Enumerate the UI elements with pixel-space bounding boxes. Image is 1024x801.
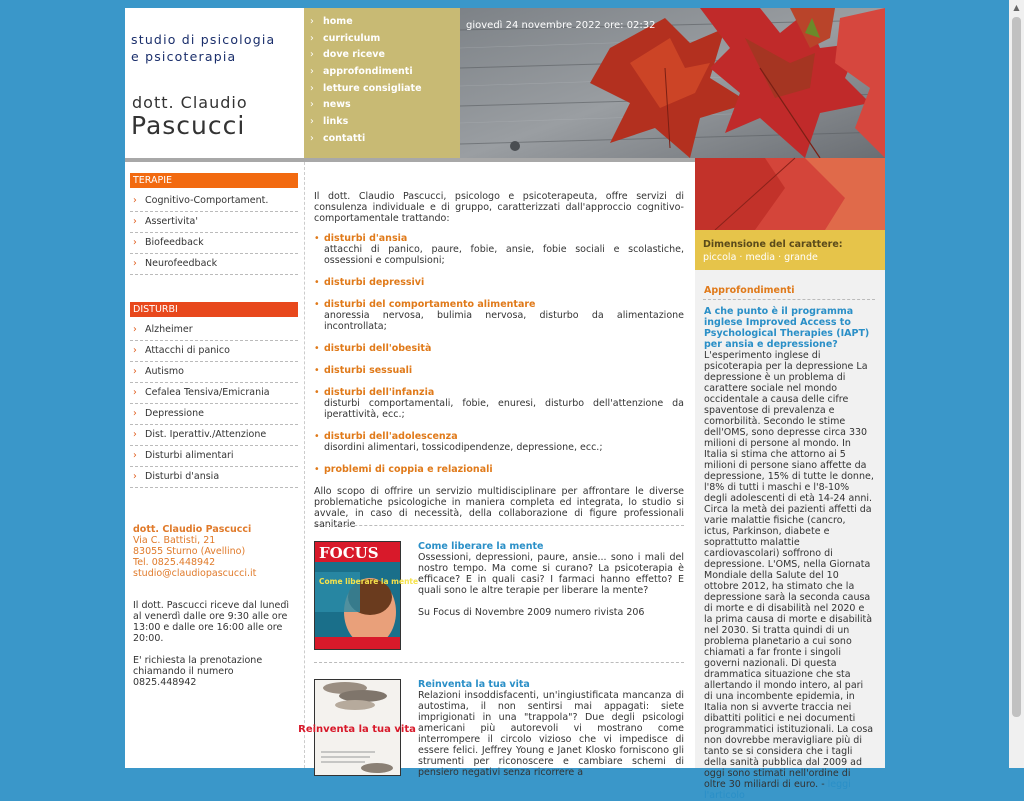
arrow-icon: › xyxy=(310,82,314,94)
nav-label: dove riceve xyxy=(323,49,385,61)
logo-line2: e psicoterapia xyxy=(131,49,237,64)
arrow-icon: › xyxy=(133,408,137,419)
scroll-thumb[interactable] xyxy=(1012,17,1021,717)
scroll-up-icon[interactable]: ▲ xyxy=(1009,0,1024,15)
font-size-box xyxy=(695,230,885,270)
arrow-icon: › xyxy=(133,345,137,356)
nav-label: home xyxy=(323,16,353,27)
disorder-item xyxy=(314,233,684,266)
arrow-icon: › xyxy=(133,471,137,482)
article-text: L'esperimento inglese di psicoterapia per la depressione La depressione è un problema di carattere sociale nel mondo occidentale a causa delle cifre spaventose di prevalenza e comorbilità. Secondo le stime dell'OMS, sono depresse circa 330 milioni di persone al mondo. In Italia si stima che attorno ai 5 milioni di persone siano affette da depressione, 15% di tutte le donne, l'8% di tutti i maschi e l'8-10% degli adolescenti di età 14-24 anni. Circa la metà dei pazienti affetti da varie malattie fisiche (cancro, ictus, Parkinson, diabete e soprattutto malattie cardiovascolari) soffrono di depressione. L'OMS, nella Giornata Mondiale della Salute del 10 ottobre 2012, ha stimato che la depressione sarà la seconda causa di morte e di disabilità nel 2020 e la prima causa di morte e disabilità nel 2030. Si tratta quindi di un problema planetario a cui sono chiamati a far fronte i singoli governi nazionali. Di questa drammatica situazione che sta allertando il mondo intero, al pari di una incombente epidemia, in Italia non si avverte traccia nei dibattiti politici e nei documenti programmatici istituzionali. La cosa non dovrebbe meravigliare più di tanto se si considera che i tagli della sanità pubblica dal 2009 ad oggi sono stimati nell'ordine di oltre 30 miliardi di euro. - xyxy=(704,350,874,790)
disorder-desc: attacchi di panico, paure, fobie, ansie, fobie sociali e scolastiche, ossessioni e compulsioni; xyxy=(324,244,684,266)
arrow-icon: › xyxy=(133,387,137,398)
book-title-link[interactable]: Come liberare la mente xyxy=(418,541,544,552)
approfondimenti-header: Approfondimenti xyxy=(704,285,795,296)
menu-item-depressione[interactable] xyxy=(130,404,298,425)
column-divider xyxy=(304,162,305,768)
logo-title: dott. Claudio xyxy=(132,93,248,112)
separator-dot-icon: · xyxy=(739,252,743,263)
current-date: giovedì 24 novembre 2022 ore: 02:32 xyxy=(466,20,656,31)
book-info xyxy=(418,541,684,618)
page xyxy=(125,8,885,801)
nav-label: letture consigliate xyxy=(323,82,422,94)
book-description: Relazioni insoddisfacenti, un'ingiustificata mancanza di autostima, il non sentirsi mai appagati: siete imprigionati in una "trappola"? Due degli psicologi americani più autorevoli vi mostrano come interrompere il circolo vizioso che vi impedisce di essere felici. Jeffrey Young e Janet Klosko forniscono gli strumenti per riconoscere e cambiare schemi di pensiero negativi senza ricorrere a xyxy=(418,690,684,778)
menu-label: Autismo xyxy=(145,366,184,377)
book-cover-focus[interactable] xyxy=(314,541,419,650)
bullet-icon: • xyxy=(314,431,320,442)
disorder-item xyxy=(314,387,684,420)
left-sidebar xyxy=(125,162,303,768)
font-small-link[interactable]: piccola xyxy=(703,252,737,263)
book-source: Su Focus di Novembre 2009 numero rivista 206 xyxy=(418,607,645,618)
arrow-icon: › xyxy=(133,450,137,461)
book-description: Ossessioni, depressioni, paure, ansie... sono i mali del nostro tempo. Ma come si curano? La psicoterapia è efficace? E in quali casi? I farmaci hanno effetto? E quali sono le altre terapie per liberare la mente? xyxy=(418,552,684,596)
contact-info xyxy=(133,524,256,579)
menu-item-biofeedback[interactable] xyxy=(130,233,298,254)
disorder-title: disturbi depressivi xyxy=(324,277,425,288)
nav-label: contatti xyxy=(323,132,366,144)
bullet-icon: • xyxy=(314,365,320,376)
bullet-icon: • xyxy=(314,299,320,310)
hours-text: Il dott. Pascucci riceve dal lunedì al venerdì dalle ore 9:30 alle ore 13:00 e dalle ore 16:00 alle ore 20:00. xyxy=(133,600,290,644)
menu-item-disturbi-alimentari[interactable] xyxy=(130,446,298,467)
menu-item-autismo[interactable] xyxy=(130,362,298,383)
arrow-icon: › xyxy=(310,116,314,128)
bullet-icon: • xyxy=(314,343,320,354)
nav-curriculum[interactable] xyxy=(304,31,460,48)
contact-email-link[interactable]: studio@claudiopascucci.it xyxy=(133,568,257,579)
logo-name: Pascucci xyxy=(131,111,246,140)
nav-label: news xyxy=(323,99,351,111)
disorders-list xyxy=(314,233,684,475)
disorder-item xyxy=(314,277,684,288)
nav-label: links xyxy=(323,116,349,128)
read-more-link[interactable]: leggi l'articolo xyxy=(704,779,851,801)
site-logo[interactable] xyxy=(125,13,304,160)
menu-label: Neurofeedback xyxy=(145,258,218,269)
nav-contatti[interactable] xyxy=(304,131,460,148)
bullet-icon: • xyxy=(314,233,320,244)
contact-phone: Tel. 0825.448942 xyxy=(133,557,216,568)
disorder-title: disturbi dell'obesità xyxy=(324,343,432,354)
nav-label: approfondimenti xyxy=(323,66,413,78)
font-size-label: Dimensione del carattere: xyxy=(703,239,843,250)
book-title-link[interactable]: Reinventa la tua vita xyxy=(418,679,530,690)
bullet-icon: • xyxy=(314,464,320,475)
menu-item-cognitivo[interactable] xyxy=(130,191,298,212)
nav-news[interactable] xyxy=(304,97,460,114)
bullet-icon: • xyxy=(314,277,320,288)
arrow-icon: › xyxy=(133,216,137,227)
menu-label: Cognitivo-Comportament. xyxy=(145,195,269,206)
arrow-icon: › xyxy=(310,32,314,44)
arrow-icon: › xyxy=(310,66,314,78)
arrow-icon: › xyxy=(310,132,314,144)
menu-item-neurofeedback[interactable] xyxy=(130,254,298,275)
disorder-title: disturbi d'ansia xyxy=(324,233,408,244)
menu-label: Alzheimer xyxy=(145,324,193,335)
menu-item-disturbi-ansia[interactable] xyxy=(130,467,298,488)
disorder-title: disturbi sessuali xyxy=(324,365,413,376)
disorder-item xyxy=(314,365,684,376)
menu-label: Dist. Iperattiv./Attenzione xyxy=(145,429,267,440)
right-sidebar xyxy=(695,270,885,801)
book-info xyxy=(418,679,684,778)
arrow-icon: › xyxy=(133,366,137,377)
disorder-item xyxy=(314,343,684,354)
menu-item-alzheimer[interactable] xyxy=(130,320,298,341)
menu-label: Disturbi d'ansia xyxy=(145,471,220,482)
disorder-title: problemi di coppia e relazionali xyxy=(324,464,493,475)
arrow-icon: › xyxy=(133,429,137,440)
font-large-link[interactable]: grande xyxy=(784,252,818,263)
header-divider xyxy=(703,299,875,300)
nav-label: curriculum xyxy=(323,32,381,44)
nav-home[interactable] xyxy=(304,14,460,31)
office-hours xyxy=(133,600,293,688)
menu-label: Biofeedback xyxy=(145,237,204,248)
contact-name: dott. Claudio Pascucci xyxy=(133,524,252,535)
disorder-title: disturbi del comportamento alimentare xyxy=(324,299,536,310)
logo-line1: studio di psicologia xyxy=(131,32,276,47)
side-photo xyxy=(695,158,885,230)
main-nav xyxy=(304,8,460,158)
arrow-icon: › xyxy=(310,99,314,111)
article-body xyxy=(704,350,874,801)
nav-letture-consigliate[interactable] xyxy=(304,81,460,98)
font-size-options xyxy=(703,252,818,263)
booking-text: E' richiesta la prenotazione chiamando il numero 0825.448942 xyxy=(133,655,263,688)
cover-brand-text: FOCUS xyxy=(319,544,379,562)
menu-label: Depressione xyxy=(145,408,204,419)
disturbi-menu xyxy=(130,320,298,488)
arrow-icon: › xyxy=(133,195,137,206)
terapie-menu xyxy=(130,191,298,275)
disorder-item xyxy=(314,431,684,453)
nav-links[interactable] xyxy=(304,114,460,131)
section-divider xyxy=(314,662,684,663)
cover-title-text: Reinventa la tua vita xyxy=(298,724,416,735)
contact-address: Via C. Battisti, 21 xyxy=(133,535,216,546)
menu-label: Disturbi alimentari xyxy=(145,450,234,461)
arrow-icon: › xyxy=(133,258,137,269)
arrow-icon: › xyxy=(310,16,314,27)
nav-approfondimenti[interactable] xyxy=(304,64,460,81)
disorder-item xyxy=(314,299,684,332)
arrow-icon: › xyxy=(133,237,137,248)
outro-text: Allo scopo di offrire un servizio multidisciplinare per affrontare le diverse problematiche psicologiche in maniera completa ed integrata, lo studio si avvale, in caso di necessità, della collaborazione di figure professionali sanitarie xyxy=(314,486,684,530)
terapie-header: TERAPIE xyxy=(130,173,298,188)
contact-city: 83055 Sturno (Avellino) xyxy=(133,546,246,557)
menu-item-attacchi-panico[interactable] xyxy=(130,341,298,362)
nav-dove-riceve[interactable] xyxy=(304,47,460,64)
bullet-icon: • xyxy=(314,387,320,398)
disorder-item xyxy=(314,464,684,475)
menu-item-assertivita[interactable] xyxy=(130,212,298,233)
disturbi-header: DISTURBI xyxy=(130,302,298,317)
cover-title-text: Come liberare la mente xyxy=(319,577,419,586)
logo-subtitle xyxy=(131,31,275,65)
section-divider xyxy=(314,525,684,526)
menu-label: Cefalea Tensiva/Emicrania xyxy=(145,387,270,398)
font-medium-link[interactable]: media xyxy=(745,252,776,263)
arrow-icon: › xyxy=(133,324,137,335)
book-cover-reinventa[interactable] xyxy=(298,679,416,776)
disorder-title: disturbi dell'adolescenza xyxy=(324,431,458,442)
vertical-scrollbar[interactable] xyxy=(1009,0,1024,768)
disorder-desc: anoressia nervosa, bulimia nervosa, disturbo da alimentazione incontrollata; xyxy=(324,310,684,332)
main-content xyxy=(314,191,684,530)
menu-item-iperattivita[interactable] xyxy=(130,425,298,446)
separator-dot-icon: · xyxy=(778,252,782,263)
disorder-title: disturbi dell'infanzia xyxy=(324,387,435,398)
menu-item-cefalea[interactable] xyxy=(130,383,298,404)
article-title-link[interactable]: A che punto è il programma inglese Improved Access to Psychological Therapies (IAPT) per ansia e depressione? xyxy=(704,306,870,350)
menu-label: Attacchi di panico xyxy=(145,345,230,356)
intro-text: Il dott. Claudio Pascucci, psicologo e psicoterapeuta, offre servizi di consulenza individuale e di gruppo, caratterizzati dall'approccio cognitivo-comportamentale trattando: xyxy=(314,191,684,224)
arrow-icon: › xyxy=(310,49,314,61)
disorder-desc: disordini alimentari, tossicodipendenze, depressione, ecc.; xyxy=(324,442,603,453)
disorder-desc: disturbi comportamentali, fobie, enuresi, disturbo dell'attenzione da iperattività, ecc.; xyxy=(324,398,684,420)
menu-label: Assertivita' xyxy=(145,216,198,227)
